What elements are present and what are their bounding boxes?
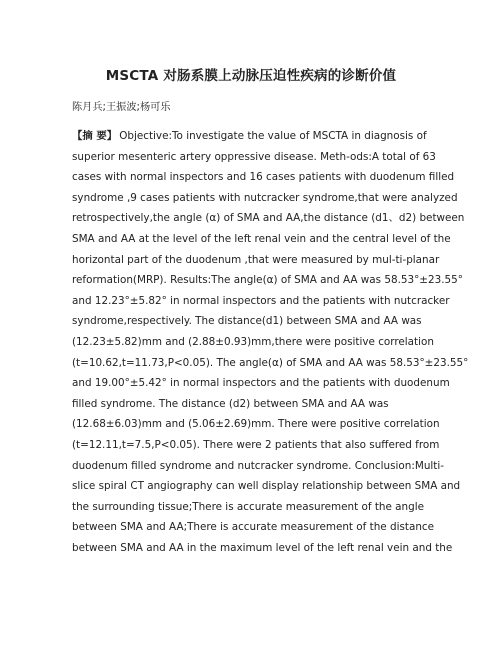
abstract-line: between SMA and AA;There is accurate measurement of the distance — [72, 521, 435, 534]
abstract-line: (t=12.11,t=7.5,P<0.05). There were 2 patients that also suffered from — [72, 438, 440, 451]
abstract-line: the surrounding tissue;There is accurate measurement of the angle — [72, 500, 424, 513]
abstract-line: (t=10.62,t=11.73,P<0.05). The angle(α) of SMA and AA was 58.53°±23.55° — [72, 356, 469, 369]
abstract — [72, 126, 469, 558]
abstract-line: superior mesenteric artery oppressive disease. Meth-ods:A total of 63 — [72, 150, 436, 163]
abstract-line: (12.23±5.82)mm and (2.88±0.93)mm,there were positive correlation — [72, 335, 434, 348]
abstract-line: syndrome ,9 cases patients with nutcracker syndrome,that were analyzed — [72, 191, 458, 204]
abstract-line: syndrome,respectively. The distance(d1) between SMA and AA was — [72, 315, 422, 328]
abstract-line: retrospectively,the angle (α) of SMA and AA,the distance (d1、d2) between — [72, 212, 465, 225]
abstract-line: horizontal part of the duodenum ,that were measured by mul-ti-planar — [72, 253, 440, 266]
abstract-line — [72, 126, 440, 147]
abstract-line: duodenum filled syndrome and nutcracker syndrome. Conclusion:Multi- — [72, 459, 445, 472]
paper-authors: 陈月兵;王振波;杨可乐 — [72, 102, 171, 113]
abstract-line: filled syndrome. The distance (d2) between SMA and AA was — [72, 397, 389, 410]
abstract-line: reformation(MRP). Results:The angle(α) of SMA and AA was 58.53°±23.55° — [72, 274, 463, 287]
paper-title: MSCTA 对肠系膜上动脉压迫性疾病的诊断价值 — [105, 68, 397, 84]
abstract-line: between SMA and AA in the maximum level of the left renal vein and the — [72, 541, 453, 554]
abstract-line: SMA and AA at the level of the left renal vein and the central level of the — [72, 232, 451, 245]
abstract-line: slice spiral CT angiography can well display relationship between SMA and — [72, 480, 461, 493]
abstract-line: and 12.23°±5.82° in normal inspectors and the patients with nutcracker — [72, 294, 450, 307]
abstract-line: (12.68±6.03)mm and (5.06±2.69)mm. There were positive correlation — [72, 418, 440, 431]
abstract-line: and 19.00°±5.42° in normal inspectors and the patients with duodenum — [72, 377, 450, 390]
abstract-label: 【摘 要】 — [72, 130, 118, 142]
abstract-line: cases with normal inspectors and 16 cases patients with duodenum filled — [72, 171, 455, 184]
abstract-line-text: Objective:To investigate the value of MSCTA in diagnosis of — [119, 130, 427, 142]
